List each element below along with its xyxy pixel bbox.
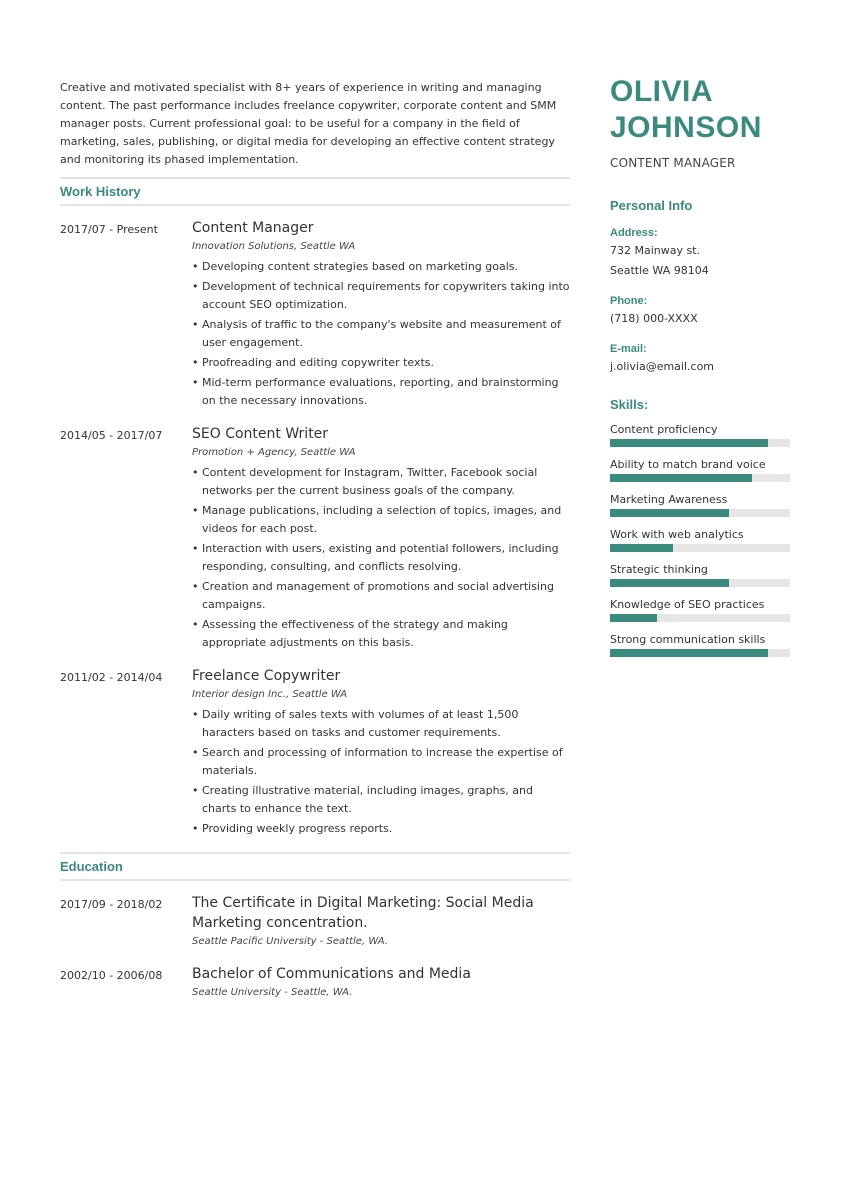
skill-name: Strong communication skills xyxy=(610,633,766,646)
work-history-list xyxy=(60,218,570,840)
work-bullet-list xyxy=(192,706,570,838)
work-entry-body xyxy=(192,424,570,654)
work-history-title: Work History xyxy=(60,184,141,199)
work-dates: 2014/05 - 2017/07 xyxy=(60,429,163,442)
address-label: Address: xyxy=(610,227,658,239)
work-bullet: • Assessing the effectiveness of the strategy and making appropriate adjustments on this basis. xyxy=(192,616,570,652)
phone-value: (718) 000-XXXX xyxy=(610,312,698,325)
email-label: E-mail: xyxy=(610,343,647,355)
work-company: Promotion + Agency, Seattle WA xyxy=(192,447,356,458)
work-bullet: • Creation and management of promotions and social advertising campaigns. xyxy=(192,578,570,614)
work-bullet: • Proofreading and editing copywriter texts. xyxy=(192,354,570,372)
work-bullet: • Content development for Instagram, Twitter, Facebook social networks per the current business goals of the company. xyxy=(192,464,570,500)
work-bullet: • Interaction with users, existing and potential followers, including responding, consulting, and conflicts resolving. xyxy=(192,540,570,576)
skill-item xyxy=(610,598,790,622)
education-school: Seattle Pacific University - Seattle, WA. xyxy=(192,936,388,947)
education-degree: The Certificate in Digital Marketing: Social Media Marketing concentration. xyxy=(192,895,534,931)
education-entry xyxy=(60,893,570,950)
work-entry xyxy=(60,424,570,654)
work-job-title: SEO Content Writer xyxy=(192,426,329,442)
skill-item xyxy=(610,458,790,482)
job-title: CONTENT MANAGER xyxy=(610,156,736,170)
work-bullet: • Developing content strategies based on marketing goals. xyxy=(192,258,570,276)
work-company: Interior design Inc., Seattle WA xyxy=(192,689,348,700)
work-entry-body xyxy=(192,666,570,840)
education-heading xyxy=(60,852,570,881)
address-line-2: Seattle WA 98104 xyxy=(610,264,709,277)
skill-bar-fill xyxy=(610,544,673,552)
last-name: JOHNSON xyxy=(610,111,762,144)
education-title: Education xyxy=(60,859,123,874)
skill-bar-track xyxy=(610,474,790,482)
education-list xyxy=(60,893,570,1001)
work-bullet-list xyxy=(192,464,570,652)
work-dates: 2011/02 - 2014/04 xyxy=(60,671,163,684)
skill-bar-track xyxy=(610,649,790,657)
skill-bar-fill xyxy=(610,439,768,447)
work-bullet: • Search and processing of information to increase the expertise of materials. xyxy=(192,744,570,780)
main-column xyxy=(60,79,570,1015)
work-company: Innovation Solutions, Seattle WA xyxy=(192,241,356,252)
work-bullet: • Manage publications, including a selection of topics, images, and videos for each post. xyxy=(192,502,570,538)
work-bullet: • Providing weekly progress reports. xyxy=(192,820,570,838)
skills-list xyxy=(610,423,790,657)
skill-bar-fill xyxy=(610,649,768,657)
work-bullet: • Development of technical requirements for copywriters taking into account SEO optimization. xyxy=(192,278,570,314)
skill-bar-fill xyxy=(610,579,729,587)
work-bullet: • Daily writing of sales texts with volumes of at least 1,500 haracters based on tasks and customer requirements. xyxy=(192,706,570,742)
work-bullet: • Analysis of traffic to the company's website and measurement of user engagement. xyxy=(192,316,570,352)
work-entry xyxy=(60,218,570,412)
work-entry xyxy=(60,666,570,840)
skill-item xyxy=(610,633,790,657)
education-dates: 2017/09 - 2018/02 xyxy=(60,898,163,911)
skill-name: Ability to match brand voice xyxy=(610,458,766,471)
work-bullet-list xyxy=(192,258,570,410)
skill-name: Work with web analytics xyxy=(610,528,744,541)
sidebar xyxy=(610,74,790,657)
work-bullet: • Mid-term performance evaluations, reporting, and brainstorming on the necessary innovations. xyxy=(192,374,570,410)
phone-label: Phone: xyxy=(610,295,648,307)
work-bullet: • Creating illustrative material, including images, graphs, and charts to enhance the text. xyxy=(192,782,570,818)
skill-bar-track xyxy=(610,509,790,517)
skill-item xyxy=(610,563,790,587)
work-job-title: Freelance Copywriter xyxy=(192,668,341,684)
email-value: j.olivia@email.com xyxy=(610,360,715,373)
work-entry-body xyxy=(192,218,570,412)
skill-name: Content proficiency xyxy=(610,423,718,436)
skill-name: Marketing Awareness xyxy=(610,493,728,506)
work-history-heading xyxy=(60,177,570,206)
education-degree: Bachelor of Communications and Media xyxy=(192,966,471,982)
skill-item xyxy=(610,423,790,447)
skill-item xyxy=(610,493,790,517)
skill-bar-track xyxy=(610,439,790,447)
skill-bar-fill xyxy=(610,474,752,482)
skill-name: Knowledge of SEO practices xyxy=(610,598,765,611)
skills-heading: Skills: xyxy=(610,397,649,412)
education-entry xyxy=(60,964,570,1001)
address-line-1: 732 Mainway st. xyxy=(610,244,701,257)
education-entry-body xyxy=(192,893,570,950)
candidate-name xyxy=(610,74,790,146)
first-name: OLIVIA xyxy=(610,75,714,108)
skill-bar-track xyxy=(610,579,790,587)
education-school: Seattle University - Seattle, WA. xyxy=(192,987,353,998)
work-job-title: Content Manager xyxy=(192,220,314,236)
skill-bar-track xyxy=(610,544,790,552)
education-dates: 2002/10 - 2006/08 xyxy=(60,969,163,982)
education-entry-body xyxy=(192,964,570,1001)
skill-name: Strategic thinking xyxy=(610,563,708,576)
skill-item xyxy=(610,528,790,552)
personal-info-heading: Personal Info xyxy=(610,198,693,213)
skill-bar-fill xyxy=(610,614,657,622)
work-dates: 2017/07 - Present xyxy=(60,223,158,236)
skill-bar-track xyxy=(610,614,790,622)
skill-bar-fill xyxy=(610,509,729,517)
professional-summary: Creative and motivated specialist with 8+ years of experience in writing and managing content. The past performance includes freelance copywriter, corporate content and SMM manager posts. Current professional goal: to be useful for a company in the field of marketing, sales, publishing, or digital media for developing an effective content strategy and monitoring its phased implementation. xyxy=(60,81,557,166)
